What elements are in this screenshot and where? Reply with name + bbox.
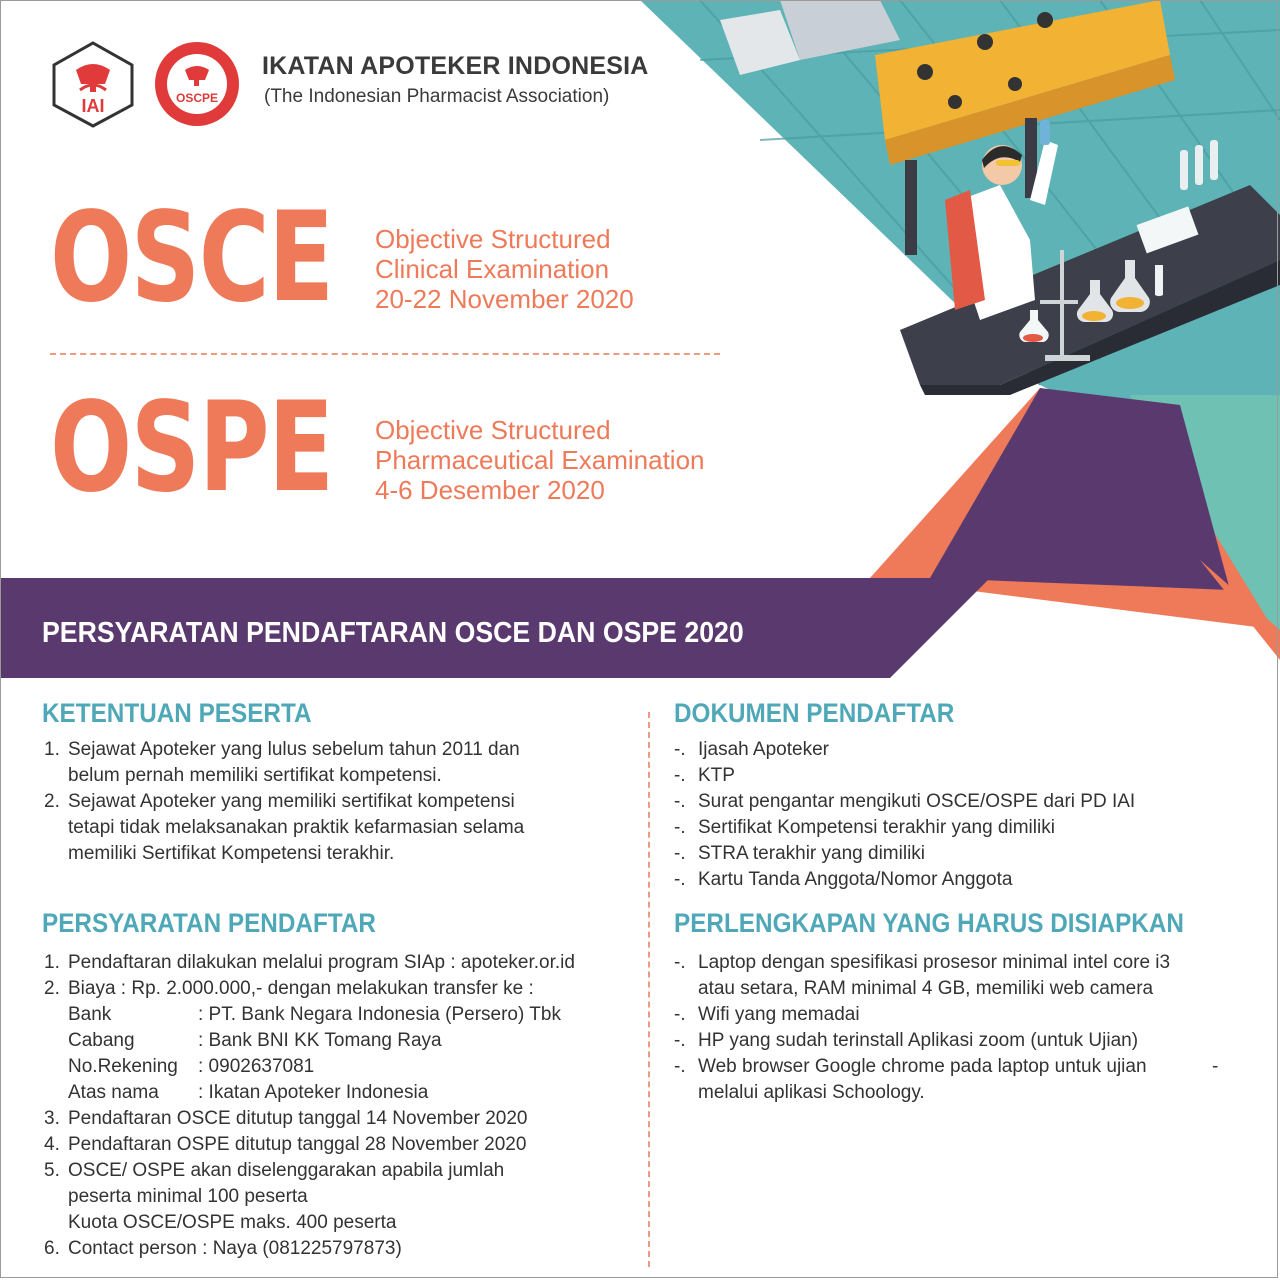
list-item: -. STRA terakhir yang dimiliki (674, 843, 926, 864)
bank-row: Cabang : Bank BNI KK Tomang Raya (68, 1030, 442, 1051)
list-item: 2. Sejawat Apoteker yang memiliki sertifikat kompetensi (44, 791, 515, 812)
list-item: -. Surat pengantar mengikuti OSCE/OSPE dari PD IAI (674, 791, 1136, 812)
list-item: 6. Contact person : Naya (081225797873) (44, 1238, 402, 1259)
list-item: -. Kartu Tanda Anggota/Nomor Anggota (674, 869, 1013, 890)
persyaratan-heading: PERSYARATAN PENDAFTAR (42, 908, 376, 938)
svg-text:OSCPE: OSCPE (175, 91, 219, 105)
list-item: 2. Biaya : Rp. 2.000.000,- dengan melakukan transfer ke : (44, 978, 534, 999)
dokumen-list (674, 737, 1135, 893)
list-item: -. Sertifikat Kompetensi terakhir yang dimiliki (674, 817, 1055, 838)
osce-date: 20-22 November 2020 (375, 284, 634, 314)
list-item-continuation: melalui aplikasi Schoology. (698, 1082, 925, 1103)
list-item-continuation: peserta minimal 100 peserta (68, 1186, 308, 1207)
bank-row: No.Rekening : 0902637081 (68, 1056, 315, 1077)
list-item: -. Wifi yang memadai (674, 1004, 860, 1025)
list-item: 1. Sejawat Apoteker yang lulus sebelum tahun 2011 dan (44, 739, 520, 760)
osce-line2: Clinical Examination (375, 254, 610, 284)
list-item: -. Laptop dengan spesifikasi prosesor minimal intel core i3 (674, 952, 1171, 973)
list-item: -. Ijasah Apoteker (674, 739, 829, 760)
perlengkapan-heading: PERLENGKAPAN YANG HARUS DISIAPKAN (674, 908, 1184, 938)
osce-line1: Objective Structured (375, 224, 611, 254)
osce-title: OSCE (50, 186, 333, 330)
persyaratan-list (44, 950, 575, 1262)
dokumen-heading: DOKUMEN PENDAFTAR (674, 698, 955, 728)
iai-logo (50, 40, 136, 128)
ospe-title: OSPE (50, 376, 333, 520)
section-divider (50, 353, 720, 355)
list-item-continuation: Kuota OSCE/OSPE maks. 400 peserta (68, 1212, 397, 1233)
list-item: -. Web browser Google chrome pada laptop untuk ujian - (674, 1054, 1234, 1080)
org-name: IKATAN APOTEKER INDONESIA (262, 52, 649, 80)
perlengkapan-list (674, 950, 1234, 1106)
osce-description (375, 224, 634, 314)
oscpe-logo (153, 40, 241, 128)
list-item: 1. Pendaftaran dilakukan melalui program SIAp : apoteker.or.id (44, 952, 575, 973)
ketentuan-list (44, 737, 524, 867)
svg-text:IAI: IAI (81, 96, 105, 116)
banner-title: PERSYARATAN PENDAFTARAN OSCE DAN OSPE 2020 (42, 617, 744, 649)
column-divider (648, 712, 650, 1267)
list-item-continuation: belum pernah memiliki sertifikat kompetensi. (68, 765, 442, 786)
ospe-description (375, 415, 705, 505)
list-item: 5. OSCE/ OSPE akan diselenggarakan apabila jumlah (44, 1160, 505, 1181)
ospe-line2: Pharmaceutical Examination (375, 445, 705, 475)
ospe-date: 4-6 Desember 2020 (375, 475, 605, 505)
trailing-dash: - (1212, 1056, 1219, 1077)
bank-row: Atas nama : Ikatan Apoteker Indonesia (68, 1082, 429, 1103)
list-item-continuation: tetapi tidak melaksanakan praktik kefarmasian selama (68, 817, 525, 838)
ketentuan-heading: KETENTUAN PESERTA (42, 698, 312, 728)
list-item: 3. Pendaftaran OSCE ditutup tanggal 14 November 2020 (44, 1108, 528, 1129)
list-item-continuation: memiliki Sertifikat Kompetensi terakhir. (68, 843, 395, 864)
ospe-line1: Objective Structured (375, 415, 611, 445)
bank-row: Bank : PT. Bank Negara Indonesia (Persero) Tbk (68, 1004, 561, 1025)
list-item-continuation: atau setara, RAM minimal 4 GB, memiliki web camera (698, 978, 1154, 999)
list-item: -. KTP (674, 765, 735, 786)
list-item: 4. Pendaftaran OSPE ditutup tanggal 28 November 2020 (44, 1134, 527, 1155)
org-subtitle: (The Indonesian Pharmacist Association) (264, 86, 610, 107)
list-item: -. HP yang sudah terinstall Aplikasi zoom (untuk Ujian) (674, 1030, 1139, 1051)
